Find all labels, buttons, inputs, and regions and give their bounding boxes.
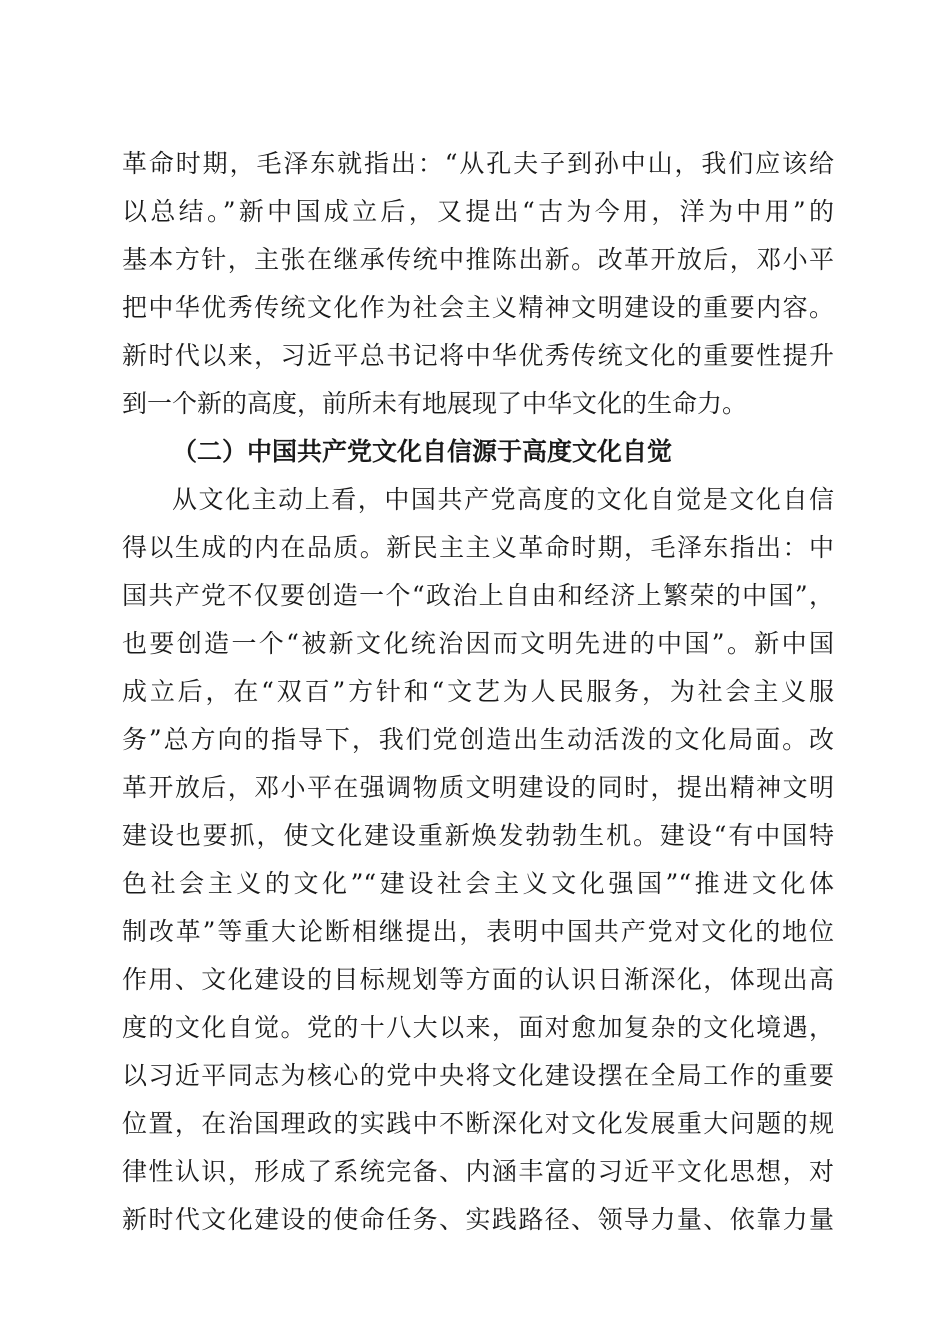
text-line: 基本方针，主张在继承传统中推陈出新。改革开放后，邓小平 bbox=[122, 245, 834, 274]
paragraph-1 bbox=[122, 140, 834, 428]
text-line: 革命时期，毛泽东就指出：“从孔夫子到孙中山，我们应该给 bbox=[122, 149, 834, 178]
text-line: 革开放后，邓小平在强调物质文明建设的同时，提出精神文明 bbox=[122, 773, 834, 802]
body-text bbox=[122, 140, 834, 1244]
text-line: 新时代以来，习近平总书记将中华优秀传统文化的重要性提升 bbox=[122, 341, 834, 370]
text-line: 成立后，在“双百”方针和“文艺为人民服务，为社会主义服 bbox=[122, 677, 834, 706]
text-line: 从文化主动上看，中国共产党高度的文化自觉是文化自信 bbox=[172, 485, 834, 514]
text-line: 律性认识，形成了系统完备、内涵丰富的习近平文化思想，对 bbox=[122, 1157, 834, 1186]
text-line: 以总结。”新中国成立后，又提出“古为今用，洋为中用”的 bbox=[122, 197, 834, 226]
text-line: 以习近平同志为核心的党中央将文化建设摆在全局工作的重要 bbox=[122, 1061, 834, 1090]
text-line: 位置，在治国理政的实践中不断深化对文化发展重大问题的规 bbox=[122, 1109, 834, 1138]
text-line: 国共产党不仅要创造一个“政治上自由和经济上繁荣的中国”， bbox=[122, 581, 834, 610]
text-line: 色社会主义的文化”“建设社会主义文化强国”“推进文化体 bbox=[122, 869, 834, 898]
text-line: 务”总方向的指导下，我们党创造出生动活泼的文化局面。改 bbox=[122, 725, 834, 754]
text-line: 度的文化自觉。党的十八大以来，面对愈加复杂的文化境遇， bbox=[122, 1013, 834, 1042]
text-line: 到一个新的高度，前所未有地展现了中华文化的生命力。 bbox=[122, 389, 748, 418]
section-heading: （二）中国共产党文化自信源于高度文化自觉 bbox=[172, 437, 673, 466]
text-line: 制改革”等重大论断相继提出，表明中国共产党对文化的地位 bbox=[122, 917, 834, 946]
paragraph-2 bbox=[122, 476, 834, 1244]
text-line: 也要创造一个“被新文化统治因而文明先进的中国”。新中国 bbox=[122, 629, 834, 658]
text-line: 建设也要抓，使文化建设重新焕发勃勃生机。建设“有中国特 bbox=[122, 821, 834, 850]
text-line: 新时代文化建设的使命任务、实践路径、领导力量、依靠力量 bbox=[122, 1205, 834, 1234]
text-line: 得以生成的内在品质。新民主主义革命时期，毛泽东指出：中 bbox=[122, 533, 834, 562]
text-line: 作用、文化建设的目标规划等方面的认识日渐深化，体现出高 bbox=[122, 965, 834, 994]
text-line: 把中华优秀传统文化作为社会主义精神文明建设的重要内容。 bbox=[122, 293, 834, 322]
